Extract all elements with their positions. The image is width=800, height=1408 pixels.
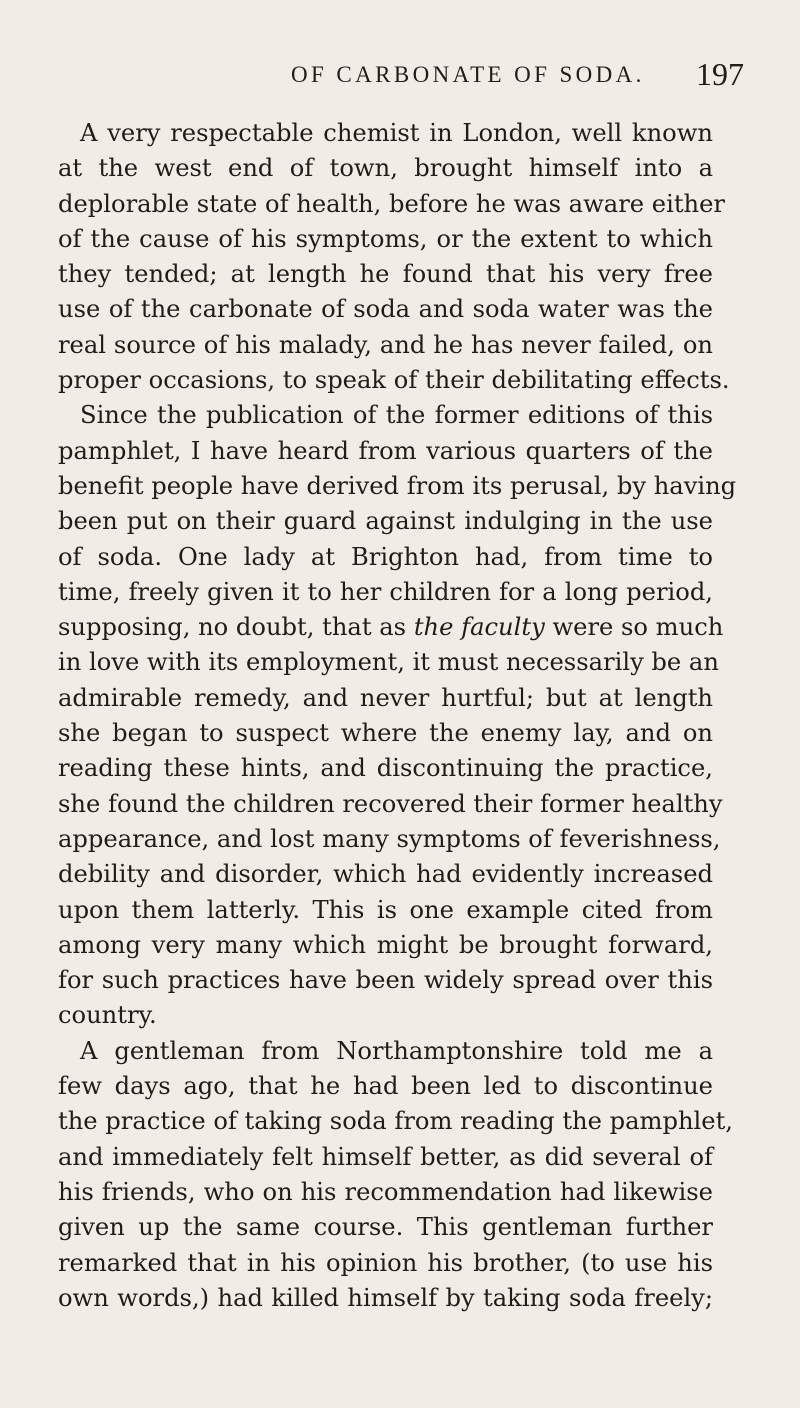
text-line: own words,) had killed himself by taking soda freely; bbox=[58, 1283, 713, 1312]
text-line: for such practices have been widely spread over this bbox=[58, 966, 713, 995]
text-line: his friends, who on his recommendation had likewise bbox=[58, 1177, 713, 1206]
text-line: A very respectable chemist in London, well known bbox=[80, 119, 713, 147]
text-line: A gentleman from Northamptonshire told me a bbox=[80, 1036, 713, 1065]
text-line: benefit people have derived from its perusal, by having bbox=[58, 471, 737, 500]
text-line: at the west end of town, brought himself into a bbox=[58, 154, 713, 183]
text-line: she began to suspect where the enemy lay, and on bbox=[58, 719, 713, 748]
text-line: among very many which might be brought forward, bbox=[58, 930, 713, 959]
text-line: pamphlet, I have heard from various quarters of the bbox=[58, 436, 713, 465]
text-line: of the cause of his symptoms, or the extent to which bbox=[58, 224, 713, 253]
text-line: she found the children recovered their former healthy bbox=[58, 789, 723, 818]
text-line: been put on their guard against indulging in the use bbox=[58, 507, 713, 536]
text-line: reading these hints, and discontinuing the practice, bbox=[58, 754, 713, 783]
text-line: given up the same course. This gentleman further bbox=[58, 1213, 713, 1242]
running-title: OF CARBONATE OF SODA. bbox=[291, 62, 645, 87]
text-line: real source of his malady, and he has never failed, on bbox=[58, 330, 713, 359]
italic-phrase: the faculty bbox=[413, 613, 545, 642]
text-line: country. bbox=[58, 1001, 157, 1030]
text-line: and immediately felt himself better, as did several of bbox=[58, 1142, 713, 1171]
text-line: use of the carbonate of soda and soda water was the bbox=[58, 295, 713, 324]
text-line bbox=[58, 610, 724, 645]
text-line: in love with its employment, it must necessarily be an bbox=[58, 648, 719, 677]
text-line: proper occasions, to speak of their debilitating effects. bbox=[58, 366, 730, 395]
text-segment: were so much bbox=[552, 613, 724, 642]
body-text bbox=[58, 116, 737, 1316]
text-line: admirable remedy, and never hurtful; but at length bbox=[58, 683, 713, 712]
text-line: few days ago, that he had been led to discontinue bbox=[58, 1072, 713, 1101]
text-line: time, freely given it to her children for a long period, bbox=[58, 577, 713, 606]
text-segment: supposing, no doubt, that as bbox=[58, 613, 407, 642]
text-line: deplorable state of health, before he was aware either bbox=[58, 189, 725, 218]
text-line: appearance, and lost many symptoms of feverishness, bbox=[58, 824, 721, 853]
text-line: Since the publication of the former editions of this bbox=[80, 401, 713, 430]
text-line: upon them latterly. This is one example cited from bbox=[58, 895, 713, 924]
text-line: debility and disorder, which had evidently increased bbox=[58, 860, 713, 889]
text-line: the practice of taking soda from reading the pamphlet, bbox=[58, 1107, 733, 1136]
page-number: 197 bbox=[696, 56, 744, 92]
text-line: they tended; at length he found that his very free bbox=[58, 260, 713, 289]
text-line: remarked that in his opinion his brother, (to use his bbox=[58, 1248, 713, 1277]
running-header bbox=[0, 56, 800, 100]
text-line: of soda. One lady at Brighton had, from time to bbox=[58, 542, 713, 571]
